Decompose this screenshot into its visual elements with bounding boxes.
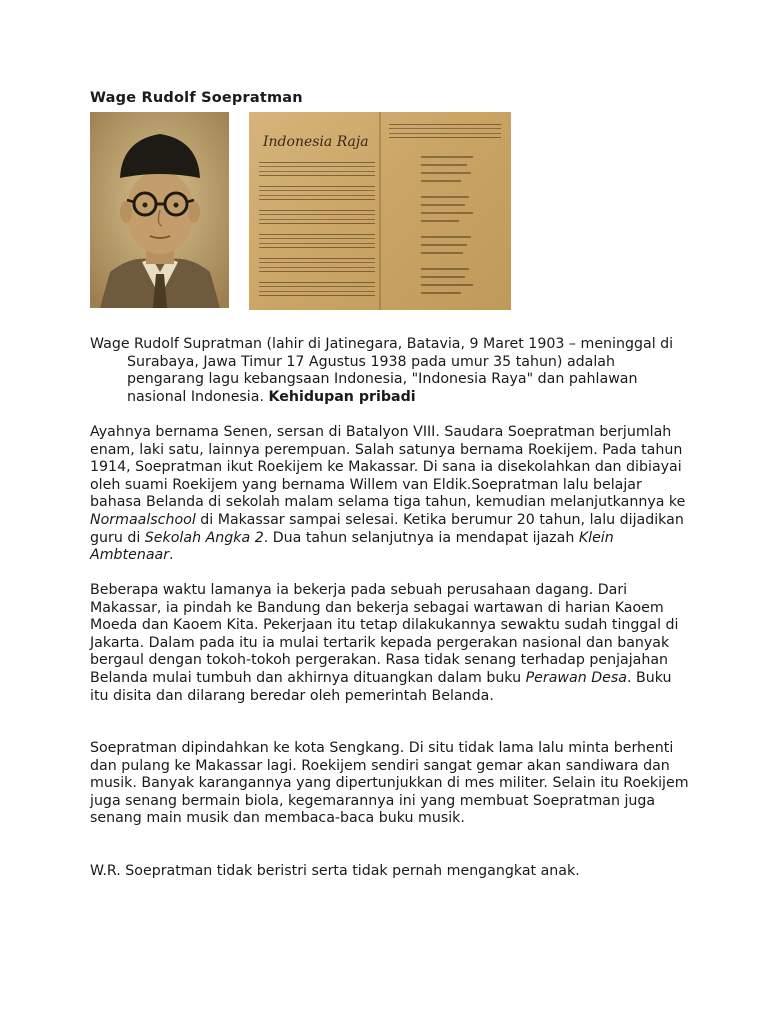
para1-emphasis-1: Normaalschool (90, 511, 196, 528)
page-title: Wage Rudolf Soepratman (90, 90, 303, 106)
para2-text-2: . Buku itu disita dan dilarang beredar oleh pemerintah Belanda. (90, 669, 672, 704)
lyric-line (421, 268, 469, 270)
lyric-line (421, 276, 465, 278)
indonesia-raja-score-image (249, 112, 511, 310)
para1-text-1: Ayahnya bernama Senen, sersan di Batalyon VIII. Saudara Soepratman berjumlah enam, laki satu, lainnya perempuan. Salah satunya bernama Roekijem. Pada tahun 1914, Soepratman ikut Roekijem ke Makassar. Di sana ia disekolahkan dan dibiayai oleh suami Roekijem yang bernama Willem van Eldik.Soepratman lalu belajar bahasa Belanda di sekolah malam selama tiga tahun, kemudian melanjutkannya ke (90, 424, 686, 511)
music-staff (259, 258, 375, 272)
music-staff (259, 282, 375, 296)
portrait-photo (90, 112, 229, 308)
lyric-line (421, 284, 473, 286)
lyric-line (421, 156, 473, 158)
lyric-line (421, 236, 471, 238)
lyric-line (421, 172, 471, 174)
music-staff (259, 162, 375, 176)
music-staff (389, 124, 501, 138)
music-staff (259, 234, 375, 248)
lyric-line (421, 220, 459, 222)
section-heading-kehidupan: Kehidupan pribadi (268, 388, 416, 405)
music-staff (259, 210, 375, 224)
lyric-line (421, 292, 461, 294)
lyric-line (421, 212, 473, 214)
paragraph-2 (90, 582, 690, 705)
para2-text-1: Beberapa waktu lamanya ia bekerja pada sebuah perusahaan dagang. Dari Makassar, ia pindah ke Bandung dan bekerja sebagai wartawan di harian Kaoem Moeda dan Kaoem Kita. Pekerjaan itu tetap dilakukannya sewaktu sudah tinggal di Jakarta. Dalam pada itu ia mulai tertarik kepada pergerakan nasional dan banyak bergaul dengan tokoh-tokoh pergerakan. Rasa tidak senang terhadap penjajahan Belanda mulai tumbuh dan akhirnya dituangkan dalam buku (90, 582, 679, 686)
paragraph-4: W.R. Soepratman tidak beristri serta tidak pernah mengangkat anak. (90, 863, 580, 879)
intro-text: Wage Rudolf Supratman (lahir di Jatinegara, Batavia, 9 Maret 1903 – meninggal di Surabaya, Jawa Timur 17 Agustus 1938 pada umur 35 tahun) adalah pengarang lagu kebangsaan Indonesia, "Indonesia Raya" dan pahlawan nasional Indonesia. (90, 336, 674, 405)
lyric-line (421, 244, 467, 246)
lyric-line (421, 180, 461, 182)
portrait-illustration (90, 112, 229, 308)
lyric-line (421, 196, 469, 198)
para1-emphasis-2: Sekolah Angka 2 (144, 529, 264, 546)
lyric-line (421, 252, 463, 254)
music-staff (259, 186, 375, 200)
score-heading: Indonesia Raja (263, 134, 369, 150)
paragraph-3: Soepratman dipindahkan ke kota Sengkang. Di situ tidak lama lalu minta berhenti dan pulang ke Makassar lagi. Roekijem sendiri sangat gemar akan sandiwara dan musik. Banyak karangannya yang dipertunjukkan di mes militer. Selain itu Roekijem juga senang bermain biola, kegemarannya ini yang membuat Soepratman juga senang main musik dan membaca-baca buku musik. (90, 740, 689, 827)
para2-emphasis-1: Perawan Desa (525, 669, 627, 686)
lyric-line (421, 164, 467, 166)
para1-text-2: di Makassar sampai selesai. Ketika berumur 20 tahun, lalu dijadikan guru di (90, 511, 684, 546)
lyric-line (421, 204, 465, 206)
page-fold (379, 112, 381, 310)
intro-paragraph (90, 336, 680, 406)
para1-text-4: . (169, 547, 174, 564)
para1-emphasis-3: Klein Ambtenaar (90, 529, 614, 564)
paragraph-1 (90, 424, 690, 565)
para1-text-3: . Dua tahun selanjutnya ia mendapat ijazah (263, 529, 579, 546)
